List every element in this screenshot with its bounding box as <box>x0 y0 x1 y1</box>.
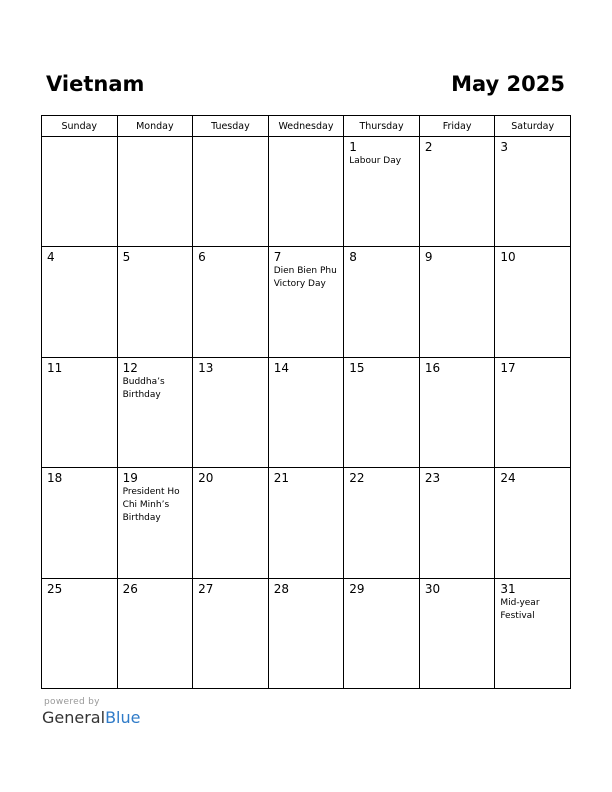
powered-by-label: powered by <box>44 697 100 707</box>
day-number: 12 <box>122 360 138 375</box>
calendar-grid <box>41 115 571 689</box>
holiday-label: Mid-year Festival <box>500 597 540 621</box>
day-cell <box>419 468 495 578</box>
day-cell <box>419 357 495 467</box>
generalblue-logo[interactable] <box>42 708 140 728</box>
day-cell <box>42 137 118 247</box>
holiday-label: Labour Day <box>349 156 402 166</box>
day-cell <box>419 247 495 357</box>
weekday-sunday: Sunday <box>42 116 118 137</box>
day-number: 17 <box>500 360 516 375</box>
holiday-label: President Ho Chi Minh’s Birthday <box>122 487 180 524</box>
day-number: 18 <box>47 471 63 486</box>
day-cell <box>117 247 193 357</box>
weekday-friday: Friday <box>419 116 495 137</box>
logo-text-blue: Blue <box>105 708 141 727</box>
day-cell <box>344 357 420 467</box>
day-cell <box>42 357 118 467</box>
day-cell <box>117 357 193 467</box>
day-cell <box>42 578 118 688</box>
day-cell <box>193 578 269 688</box>
day-cell <box>193 247 269 357</box>
day-number: 29 <box>349 581 365 596</box>
day-cell <box>42 247 118 357</box>
day-cell <box>495 468 571 578</box>
day-cell <box>495 578 571 688</box>
month-title: May 2025 <box>451 72 565 96</box>
day-number: 3 <box>500 140 509 154</box>
weekday-saturday: Saturday <box>495 116 571 137</box>
day-number: 10 <box>500 250 516 265</box>
day-cell <box>268 357 344 467</box>
day-number: 11 <box>47 360 63 375</box>
week-row <box>42 357 571 467</box>
day-cell <box>344 247 420 357</box>
week-row <box>42 468 571 578</box>
day-number: 19 <box>122 471 138 486</box>
weekday-tuesday: Tuesday <box>193 116 269 137</box>
day-cell <box>117 137 193 247</box>
day-cell <box>268 247 344 357</box>
day-cell <box>193 468 269 578</box>
weekday-header-row <box>42 116 571 137</box>
day-cell <box>193 357 269 467</box>
day-cell <box>268 137 344 247</box>
day-cell <box>344 137 420 247</box>
day-number: 6 <box>198 250 206 265</box>
day-cell <box>495 247 571 357</box>
country-title: Vietnam <box>46 72 145 96</box>
day-cell <box>42 468 118 578</box>
weekday-monday: Monday <box>117 116 193 137</box>
day-number: 20 <box>198 471 214 486</box>
day-number: 13 <box>198 360 214 375</box>
day-number: 21 <box>273 471 289 486</box>
day-number: 9 <box>424 250 433 265</box>
day-number: 31 <box>500 581 516 596</box>
day-number: 25 <box>47 581 63 596</box>
day-number: 4 <box>47 250 55 265</box>
weekday-thursday: Thursday <box>344 116 420 137</box>
holiday-label: Buddha’s Birthday <box>122 376 165 400</box>
day-number: 15 <box>349 360 365 375</box>
week-row <box>42 137 571 247</box>
day-cell <box>117 468 193 578</box>
day-number: 24 <box>500 471 516 486</box>
day-cell <box>419 578 495 688</box>
day-cell <box>268 468 344 578</box>
day-cell <box>117 578 193 688</box>
day-number: 2 <box>424 140 433 154</box>
day-number: 1 <box>349 140 357 154</box>
day-number: 22 <box>349 471 365 486</box>
weekday-wednesday: Wednesday <box>268 116 344 137</box>
week-row <box>42 578 571 688</box>
day-number: 27 <box>198 581 214 596</box>
holiday-label: Dien Bien Phu Victory Day <box>273 266 337 290</box>
day-number: 28 <box>273 581 289 596</box>
day-cell <box>495 137 571 247</box>
logo-text-general: General <box>42 708 106 727</box>
day-number: 16 <box>424 360 441 375</box>
week-row <box>42 247 571 357</box>
day-number: 26 <box>122 581 138 596</box>
day-cell <box>193 137 269 247</box>
day-cell <box>344 468 420 578</box>
day-number: 14 <box>273 360 289 375</box>
day-number: 8 <box>349 250 357 265</box>
day-number: 23 <box>424 471 441 486</box>
day-number: 30 <box>424 581 441 596</box>
day-number: 7 <box>273 250 282 265</box>
day-cell <box>344 578 420 688</box>
day-cell <box>495 357 571 467</box>
day-cell <box>419 137 495 247</box>
day-cell <box>268 578 344 688</box>
day-number: 5 <box>122 250 131 265</box>
